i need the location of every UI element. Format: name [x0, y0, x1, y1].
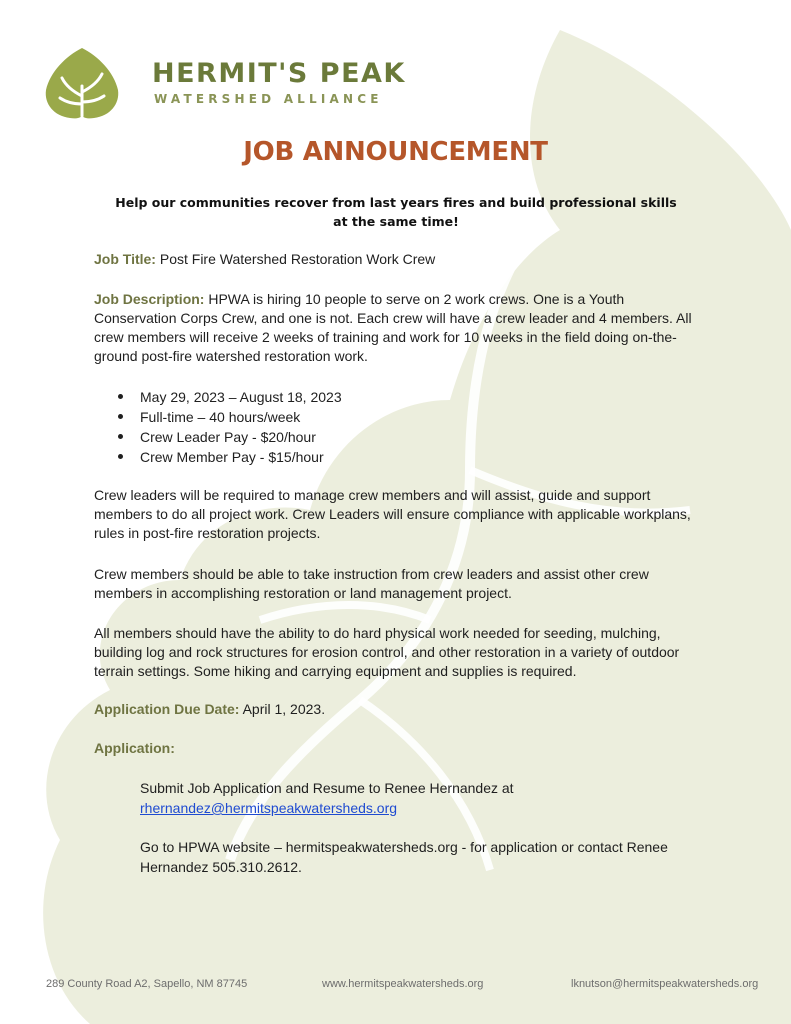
all-members-paragraph: All members should have the ability to do hard physical work needed for seeding, mulching, building log and rock structures for erosion control, and other restoration in a variety of outdoor terrain settings. Some hiking and carrying equipment and supplies is required.: [94, 625, 680, 679]
list-item: Crew Leader Pay - $20/hour: [118, 427, 342, 447]
crew-leaders-paragraph: Crew leaders will be required to manage crew members and will assist, guide and support members to do all project work. Crew Leaders will ensure compliance with applicable workplans, rules in post-fire restoration projects.: [94, 487, 691, 541]
application-label: Application:: [94, 740, 175, 756]
aspen-leaf-tree-logo: [44, 46, 120, 122]
job-title-line: [94, 250, 704, 269]
job-title-label: Job Title:: [94, 251, 156, 267]
due-date-line: [94, 700, 704, 719]
job-description-value: HPWA is hiring 10 people to serve on 2 work crews. One is a Youth Conservation Corps Crew, and one is not. Each crew will have a crew leader and 4 members. All crew members will receive 2 weeks of training and work for 10 weeks in the field doing on-the-ground post-fire watershed restoration work.: [94, 291, 692, 364]
footer-website: www.hermitspeakwatersheds.org: [322, 978, 484, 990]
application-heading: [94, 739, 704, 758]
footer-address: 289 County Road A2, Sapello, NM 87745: [46, 978, 248, 990]
job-details-list: [118, 387, 342, 467]
list-item: May 29, 2023 – August 18, 2023: [118, 387, 342, 407]
application-submit-text: Submit Job Application and Resume to Renee Hernandez at: [140, 780, 514, 796]
page-title: JOB ANNOUNCEMENT: [243, 137, 548, 167]
job-description-label: Job Description:: [94, 291, 205, 307]
tagline: Help our communities recover from last years fires and build professional skills at the same time!: [115, 195, 677, 229]
organization-subtitle: WATERSHED ALLIANCE: [154, 92, 383, 106]
list-item: Full-time – 40 hours/week: [118, 407, 342, 427]
application-submit: [140, 778, 700, 818]
job-description: [94, 290, 704, 366]
due-date-label: Application Due Date:: [94, 701, 240, 717]
due-date-value: April 1, 2023.: [242, 701, 326, 717]
crew-members-paragraph: Crew members should be able to take instruction from crew leaders and assist other crew members in accomplishing restoration or land management project.: [94, 566, 649, 601]
job-title-value: Post Fire Watershed Restoration Work Crew: [159, 251, 436, 267]
application-website-text: Go to HPWA website – hermitspeakwatersheds.org - for application or contact Renee Hernandez 505.310.2612.: [140, 839, 668, 875]
application-email-link[interactable]: rhernandez@hermitspeakwatersheds.org: [140, 800, 398, 816]
footer-email: lknutson@hermitspeakwatersheds.org: [571, 978, 759, 990]
list-item: Crew Member Pay - $15/hour: [118, 447, 342, 467]
organization-name: HERMIT'S PEAK: [152, 58, 406, 89]
